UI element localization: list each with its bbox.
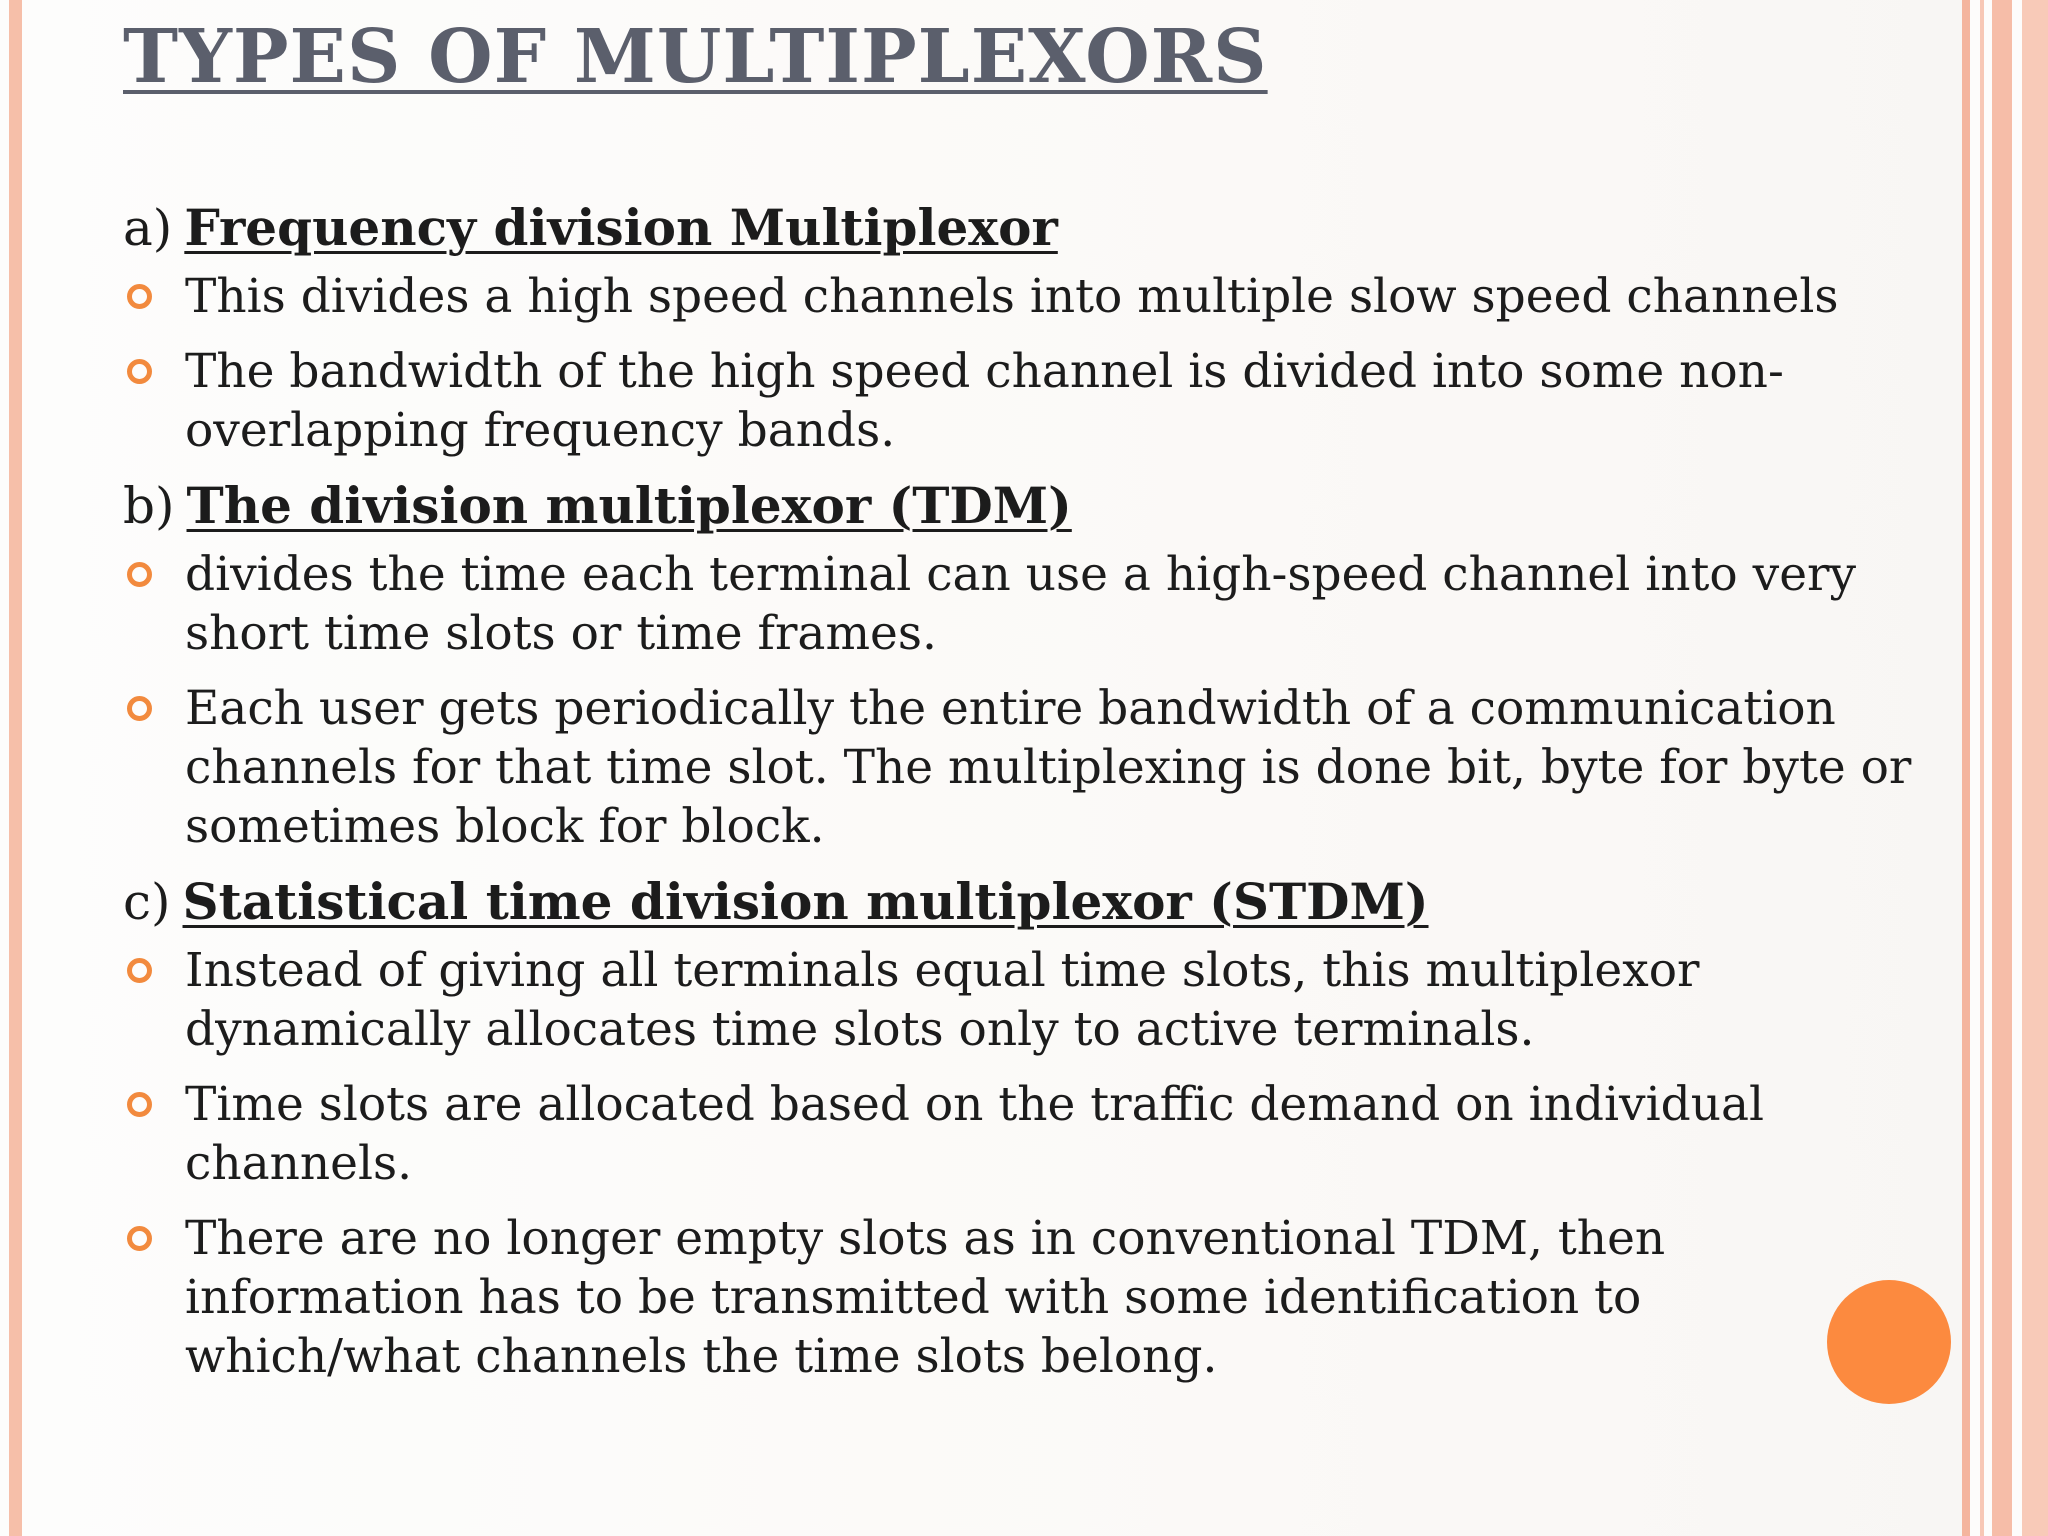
bullet-circle-icon: [127, 696, 152, 721]
bullet-circle-icon: [127, 1226, 152, 1251]
right-border-stripe: [1992, 0, 2012, 1536]
bullet-item: [123, 941, 1923, 1059]
bullet-text: Instead of giving all terminals equal time slots, this multiplexor dynamically allocates time slots only to active terminals.: [185, 943, 1700, 1057]
section-letter: b): [123, 477, 175, 535]
section-heading: [123, 198, 1923, 258]
bullet-text: There are no longer empty slots as in conventional TDM, then information has to be transmitted with some identification to which/what channels the time slots belong.: [185, 1211, 1666, 1384]
section-heading: [123, 872, 1923, 932]
slide-body: [123, 198, 1923, 1402]
bullet-item: [123, 545, 1923, 663]
bullet-item: [123, 342, 1923, 460]
bullet-circle-icon: [127, 1092, 152, 1117]
section-letter: c): [123, 873, 171, 931]
accent-circle-icon: [1827, 1280, 1951, 1404]
bullet-circle-icon: [127, 562, 152, 587]
bullet-circle-icon: [127, 359, 152, 384]
section-statistical-time-division: [123, 872, 1923, 1386]
right-border-stripe: [1980, 0, 1984, 1536]
right-border-stripe: [2022, 0, 2048, 1536]
section-heading-text: Frequency division Multiplexor: [184, 198, 1058, 257]
bullet-text: The bandwidth of the high speed channel is divided into some non-overlapping frequency bands.: [185, 344, 1784, 458]
section-letter: a): [123, 199, 173, 257]
section-heading: [123, 476, 1923, 536]
bullet-text: Time slots are allocated based on the traffic demand on individual channels.: [185, 1077, 1765, 1191]
slide-title: TYPES OF MULTIPLEXORS: [123, 14, 1268, 100]
section-heading-text: Statistical time division multiplexor (STDM): [182, 872, 1429, 931]
section-heading-text: The division multiplexor (TDM): [186, 476, 1072, 535]
bullet-item: [123, 1209, 1923, 1386]
bullet-circle-icon: [127, 284, 152, 309]
bullet-item: [123, 1075, 1923, 1193]
bullet-item: [123, 679, 1923, 856]
left-border-stripe: [9, 0, 22, 1536]
bullet-text: This divides a high speed channels into multiple slow speed channels: [185, 269, 1839, 324]
bullet-item: [123, 267, 1923, 326]
section-frequency-division: [123, 198, 1923, 460]
section-time-division: [123, 476, 1923, 856]
bullet-text: divides the time each terminal can use a high-speed channel into very short time slots or time frames.: [185, 547, 1857, 661]
bullet-circle-icon: [127, 958, 152, 983]
right-border-stripe: [1962, 0, 1970, 1536]
bullet-text: Each user gets periodically the entire bandwidth of a communication channels for that time slot. The multiplexing is done bit, byte for byte or sometimes block for block.: [185, 681, 1912, 854]
